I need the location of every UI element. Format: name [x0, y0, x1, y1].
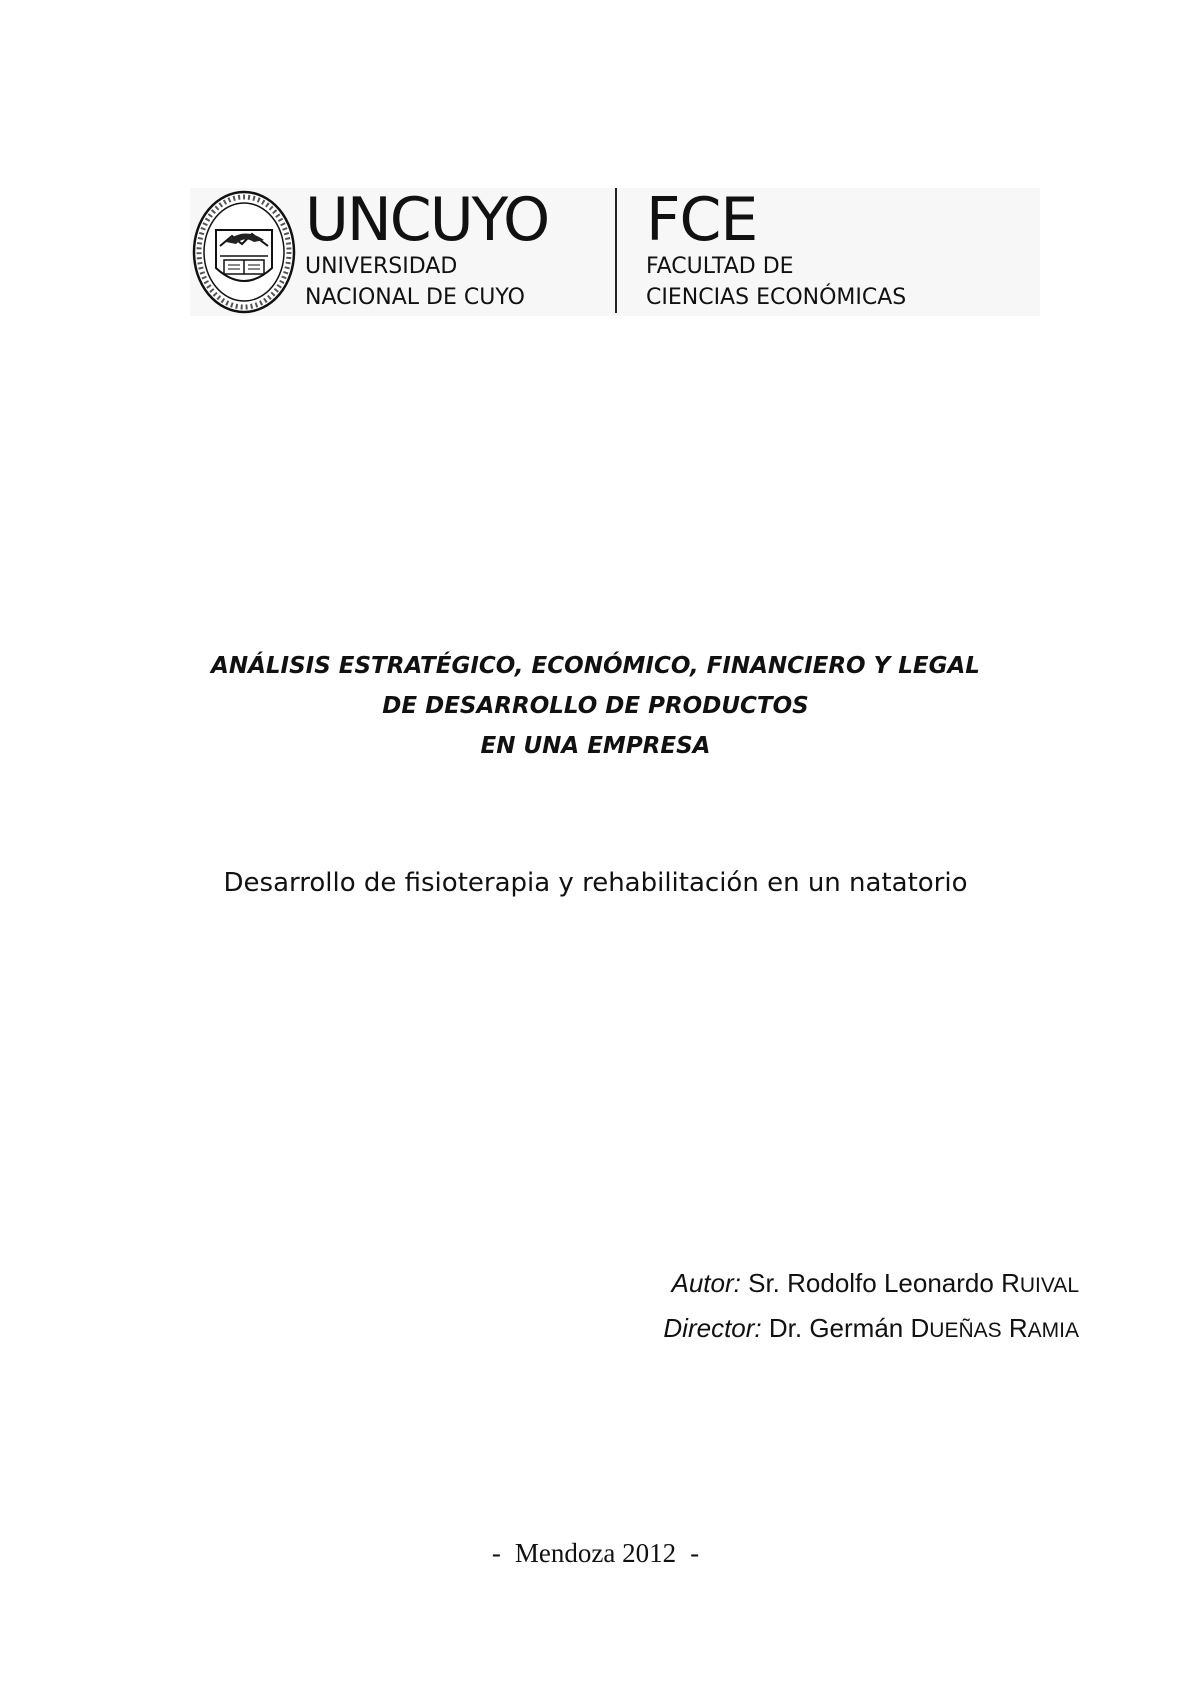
- document-title: [0, 646, 1191, 766]
- title-line-3: EN UNA EMPRESA: [480, 733, 711, 759]
- university-line-2: NACIONAL DE CUYO: [305, 285, 525, 310]
- university-line-1: UNIVERSIDAD: [305, 254, 458, 279]
- faculty-name: FCE: [646, 185, 758, 255]
- university-name: UNCUYO: [305, 185, 549, 255]
- director-label: Director:: [663, 1313, 762, 1343]
- author-name: Sr. Rodolfo Leonardo: [748, 1268, 994, 1298]
- title-line-2: DE DESARROLLO DE PRODUCTOS: [382, 693, 809, 719]
- author-line: [663, 1262, 1079, 1307]
- faculty-logo: [646, 185, 907, 312]
- footer-dash-left: -: [491, 1538, 501, 1568]
- credits: [663, 1262, 1079, 1352]
- university-seal-icon: [192, 190, 296, 314]
- director-name: Dr. Germán: [768, 1313, 904, 1343]
- director-line: [663, 1307, 1079, 1352]
- footer-dash-right: -: [690, 1538, 700, 1568]
- header-logos: [190, 185, 1040, 316]
- place-year: Mendoza 2012: [514, 1538, 677, 1568]
- director-surname: DUEÑAS RAMIA: [910, 1313, 1079, 1343]
- author-label: Autor:: [671, 1268, 741, 1298]
- faculty-line-2: CIENCIAS ECONÓMICAS: [646, 285, 907, 310]
- faculty-line-1: FACULTAD DE: [646, 254, 794, 279]
- logo-divider: [615, 188, 617, 313]
- footer-place-year: [0, 1536, 1191, 1570]
- university-logo: [305, 185, 549, 312]
- author-surname: RUIVAL: [1001, 1268, 1079, 1298]
- title-line-1: ANÁLISIS ESTRATÉGICO, ECONÓMICO, FINANCIERO Y LEGAL: [211, 653, 980, 679]
- document-subtitle: Desarrollo de fisioterapia y rehabilitación en un natatorio: [223, 868, 968, 898]
